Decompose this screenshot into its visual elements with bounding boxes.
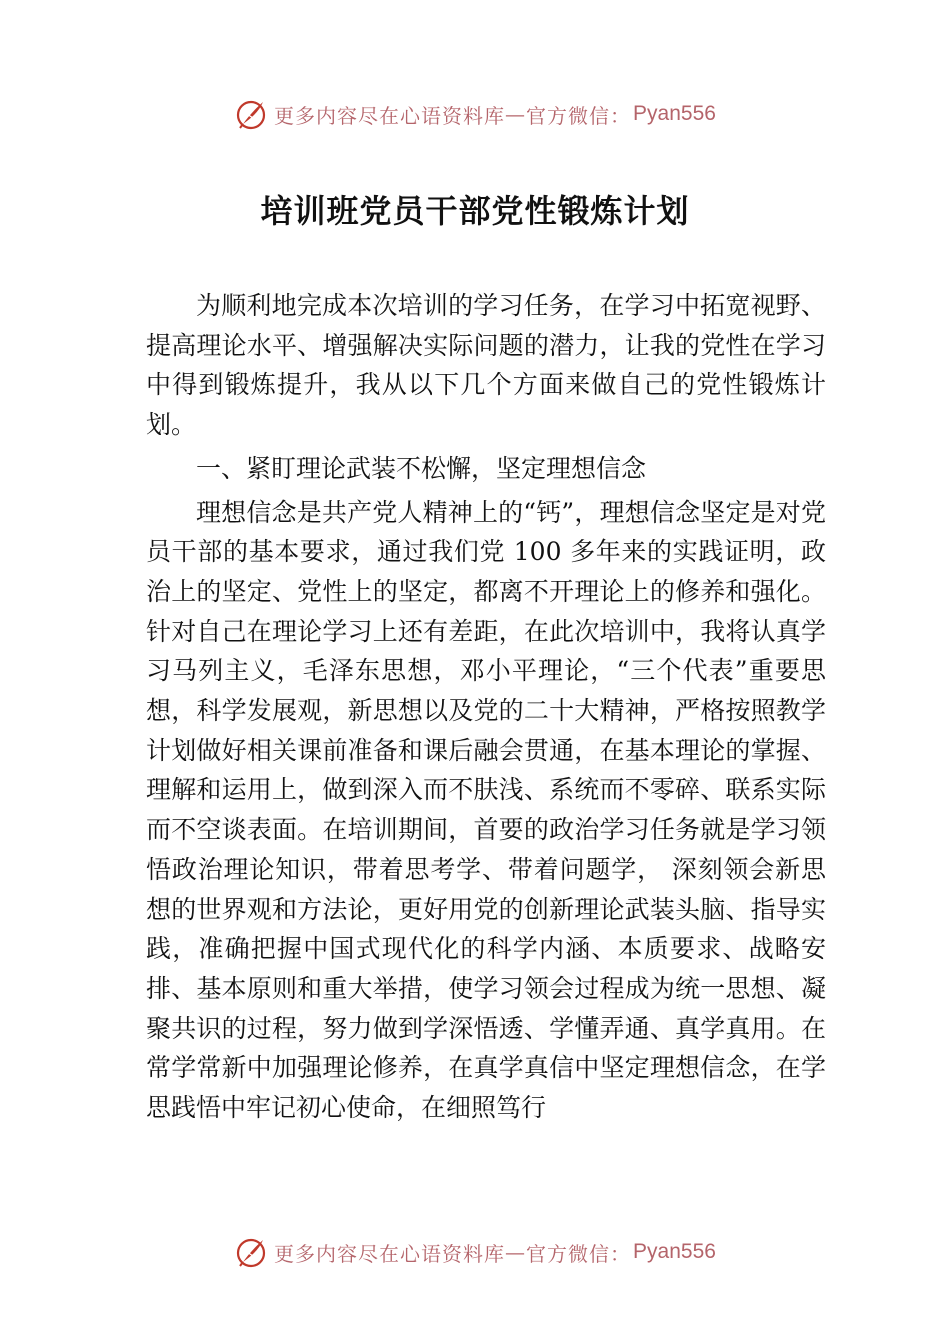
intro-paragraph: 为顺利地完成本次培训的学习任务，在学习中拓宽视野、提高理论水平、增强解决实际问题的潜力，让我的党性在学习中得到锻炼提升，我从以下几个方面来做自己的党性锻炼计划。 [146,291,826,440]
header-banner [0,94,950,134]
footer-brand-text: 更多内容尽在心语资料库 [274,1241,506,1266]
document-body [146,286,826,1128]
footer-banner [0,1232,950,1272]
document-title: 培训班党员干部党性锻炼计划 [260,192,690,230]
footer-wechat-id: Pyan556 [633,1240,716,1263]
footer-contact-label: 官方微信： [526,1241,632,1266]
quill-pen-logo-icon [234,1235,268,1269]
banner-dash: — [505,102,527,126]
banner-wechat-id: Pyan556 [633,102,716,125]
banner-contact-label: 官方微信： [526,103,632,128]
section-heading-1: 一、紧盯理论武装不松懈，坚定理想信念 [196,453,647,483]
banner-brand-text: 更多内容尽在心语资料库 [274,103,506,128]
section-1-paragraph: 理想信念是共产党人精神上的“钙”，理想信念坚定是对党员干部的基本要求，通过我们党 100 多年来的实践证明，政治上的坚定、党性上的坚定，都离不开理论上的修养和强化。针对自己在理论学习上还有差距，在此次培训中，我将认真学习马列主义，毛泽东思想，邓小平理论，“三个代表”重要思想，科学发展观，新思想以及党的二十大精神，严格按照教学计划做好相关课前准备和课后融会贯通，在基本理论的掌握、理解和运用上，做到深入而不肤浅、系统而不零碎、联系实际而不空谈表面。在培训期间，首要的政治学习任务就是学习领悟政治理论知识，带着思考学、带着问题学， 深刻领会新思想的世界观和方法论，更好用党的创新理论武装头脑、指导实践，准确把握中国式现代化的科学内涵、本质要求、战略安排、基本原则和重大举措，使学习领会过程成为统一思想、凝聚共识的过程，努力做到学深悟透、学懂弄通、真学真用。在常学常新中加强理论修养，在真学真信中坚定理想信念，在学思践悟中牢记初心使命，在细照笃行 [146,497,826,1123]
quill-pen-logo-icon [234,97,268,131]
footer-dash: — [505,1240,527,1264]
